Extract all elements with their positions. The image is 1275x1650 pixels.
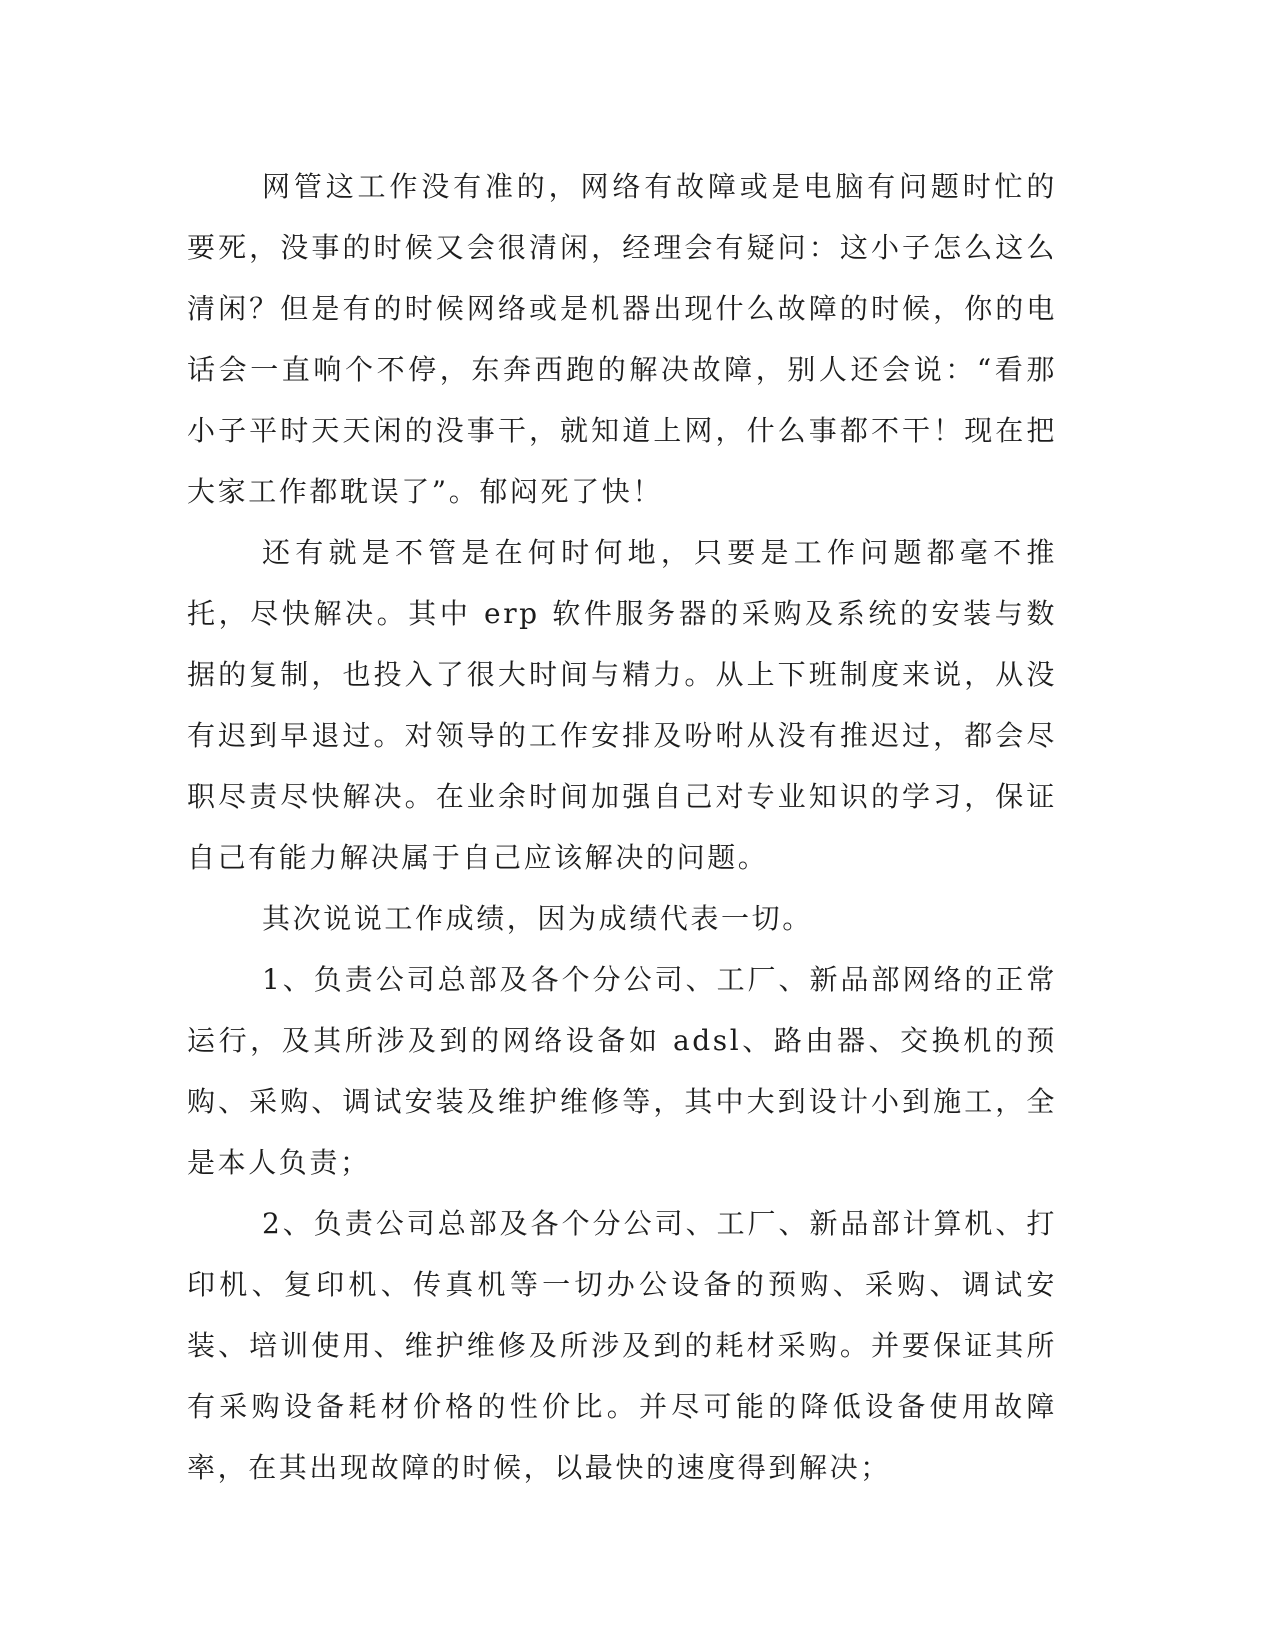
paragraph-network-admin-work: 网管这工作没有准的，网络有故障或是电脑有问题时忙的要死，没事的时候又会很清闲，经理会有疑问：这小子怎么这么清闲？但是有的时候网络或是机器出现什么故障的时候，你的电话会一直响个不停，东奔西跑的解决故障，别人还会说：“看那小子平时天天闲的没事干，就知道上网，什么事都不干！现在把大家工作都耽误了”。郁闷死了快！ <box>187 170 1057 508</box>
paragraph-achievements-intro: 其次说说工作成绩，因为成绩代表一切。 <box>262 902 813 935</box>
paragraph-item-2-office-equipment: 2、负责公司总部及各个分公司、工厂、新品部计算机、打印机、复印机、传真机等一切办公设备的预购、采购、调试安装、培训使用、维护维修及所涉及到的耗材采购。并要保证其所有采购设备耗材价格的性价比。并尽可能的降低设备使用故障率，在其出现故障的时候，以最快的速度得到解决； <box>187 1207 1057 1484</box>
document-body <box>187 156 1057 1498</box>
paragraph-item-1-network: 1、负责公司总部及各个分公司、工厂、新品部网络的正常运行，及其所涉及到的网络设备如 adsl、路由器、交换机的预购、采购、调试安装及维护维修等，其中大到设计小到施工，全是本人负责； <box>187 963 1057 1179</box>
paragraph-work-attitude: 还有就是不管是在何时何地，只要是工作问题都毫不推托，尽快解决。其中 erp 软件服务器的采购及系统的安装与数据的复制，也投入了很大时间与精力。从上下班制度来说，从没有迟到早退过。对领导的工作安排及吩咐从没有推迟过，都会尽职尽责尽快解决。在业余时间加强自己对专业知识的学习，保证自己有能力解决属于自己应该解决的问题。 <box>187 536 1057 874</box>
